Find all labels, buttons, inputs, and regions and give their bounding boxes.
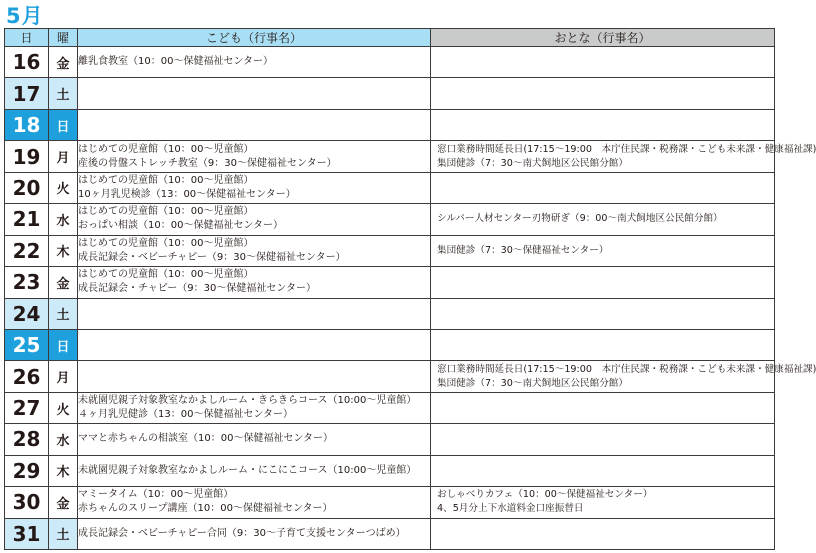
adult-event: 窓口業務時間延長日(17:15～19:00 本庁住民課・税務課・こども未来課・健康福祉課) [437,143,816,155]
kids-events-cell [78,141,431,172]
weekday-label: 水 [49,204,78,235]
day-number: 17 [5,78,49,109]
adult-events-cell [431,267,775,298]
kids-events-cell [78,267,431,298]
kids-events-cell [78,172,431,203]
adult-event: 集団健診（7：30～保健福祉センター） [437,244,609,256]
kids-events-cell [78,455,431,486]
table-row [5,47,775,78]
adult-events-cell [431,47,775,78]
adult-events-cell [431,172,775,203]
adult-events-cell [431,298,775,329]
kids-event: ママと赤ちゃんの相談室（10：00～保健福祉センター） [78,433,334,445]
adult-events-cell [431,235,775,266]
kids-event: はじめての児童館（10：00～児童館） [78,174,254,186]
adult-events-cell [431,329,775,360]
day-number: 23 [5,267,49,298]
kids-events-cell [78,109,431,140]
adult-events-cell [431,361,816,392]
day-number: 18 [5,109,49,140]
kids-event: おっぱい相談（10：00～保健福祉センター） [78,220,284,232]
weekday-label: 木 [49,455,78,486]
kids-event: はじめての児童館（10：00～児童館） [78,206,254,218]
table-row [5,78,775,109]
weekday-label: 金 [49,267,78,298]
weekday-label: 土 [49,78,78,109]
table-row [5,518,775,549]
weekday-label: 日 [49,109,78,140]
kids-events-cell [78,235,431,266]
weekday-label: 月 [49,141,78,172]
day-number: 30 [5,487,49,518]
kids-events-cell [78,329,431,360]
table-row [5,455,775,486]
weekday-label: 水 [49,424,78,455]
weekday-label: 日 [49,329,78,360]
day-number: 22 [5,235,49,266]
kids-event: 10ヶ月乳児検診（13：00～保健福祉センター） [78,188,296,200]
header-kids-events: こども（行事名） [78,29,431,47]
table-row [5,172,775,203]
day-number: 21 [5,204,49,235]
table-row [5,204,775,235]
weekday-label: 火 [49,392,78,423]
kids-event: 成長記録会・ベビーチャピー（9：30～保健福祉センター） [78,251,346,263]
adult-event: おしゃべりカフェ（10：00～保健福祉センター） [437,489,653,501]
weekday-label: 土 [49,518,78,549]
kids-event: はじめての児童館（10：00～児童館） [78,237,254,249]
day-number: 19 [5,141,49,172]
month-title: 5月 [6,4,44,28]
adult-events-cell [431,518,775,549]
day-number: 28 [5,424,49,455]
kids-event: 離乳食教室（10：00～保健福祉センター） [78,56,274,68]
day-number: 29 [5,455,49,486]
kids-events-cell [78,78,431,109]
header-day: 日 [5,29,49,47]
kids-event: 未就園児親子対象教室なかよしルーム・にこにこコース（10:00～児童館） [78,464,417,476]
adult-events-cell [431,78,775,109]
day-number: 24 [5,298,49,329]
weekday-label: 金 [49,47,78,78]
table-row [5,487,775,518]
adult-events-cell [431,204,775,235]
kids-event: 赤ちゃんのスリープ講座（10：00～保健福祉センター） [78,503,333,515]
adult-events-cell [431,392,775,423]
kids-events-cell [78,518,431,549]
table-row [5,267,775,298]
day-number: 16 [5,47,49,78]
weekday-label: 木 [49,235,78,266]
table-row [5,298,775,329]
weekday-label: 月 [49,361,78,392]
adult-events-cell [431,109,775,140]
header-adult-events: おとな（行事名） [431,29,775,47]
kids-events-cell [78,204,431,235]
adult-events-cell [431,141,816,172]
weekday-label: 火 [49,172,78,203]
kids-event: マミータイム（10：00～児童館） [78,489,234,501]
table-row [5,361,775,392]
event-calendar-table [4,28,816,550]
adult-event: 集団健診（7：30～南犬飼地区公民館分館） [437,377,628,389]
table-row [5,141,775,172]
kids-events-cell [78,424,431,455]
header-weekday: 曜 [49,29,78,47]
day-number: 31 [5,518,49,549]
table-row [5,235,775,266]
table-row [5,424,775,455]
kids-events-cell [78,392,431,423]
adult-events-cell [431,424,775,455]
adult-event: シルバー人材センター刃物研ぎ（9：00～南犬飼地区公民館分館） [437,213,723,225]
adult-event: 4、5月分上下水道料金口座振替日 [437,503,584,515]
kids-events-cell [78,298,431,329]
table-row [5,109,775,140]
adult-event: 窓口業務時間延長日(17:15～19:00 本庁住民課・税務課・こども未来課・健康福祉課) [437,363,816,375]
kids-event: 産後の骨盤ストレッチ教室（9：30～保健福祉センター） [78,157,337,169]
weekday-label: 土 [49,298,78,329]
kids-events-cell [78,47,431,78]
day-number: 26 [5,361,49,392]
day-number: 25 [5,329,49,360]
kids-event: はじめての児童館（10：00～児童館） [78,143,254,155]
table-row [5,392,775,423]
kids-events-cell [78,361,431,392]
kids-event: 成長記録会・チャピー（9：30～保健福祉センター） [78,283,316,295]
header-row [5,29,775,47]
day-number: 27 [5,392,49,423]
kids-event: 未就園児親子対象教室なかよしルーム・きらきらコース（10:00～児童館） [78,395,417,407]
adult-events-cell [431,487,775,518]
adult-event: 集団健診（7：30～南犬飼地区公民館分館） [437,157,628,169]
weekday-label: 金 [49,487,78,518]
kids-events-cell [78,487,431,518]
kids-event: ４ヶ月乳児健診（13：00～保健福祉センター） [78,409,294,421]
kids-event: はじめての児童館（10：00～児童館） [78,269,254,281]
adult-events-cell [431,455,775,486]
table-row [5,329,775,360]
kids-event: 成長記録会・ベビーチャピー合同（9：30～子育て支援センターつばめ） [78,527,406,539]
day-number: 20 [5,172,49,203]
